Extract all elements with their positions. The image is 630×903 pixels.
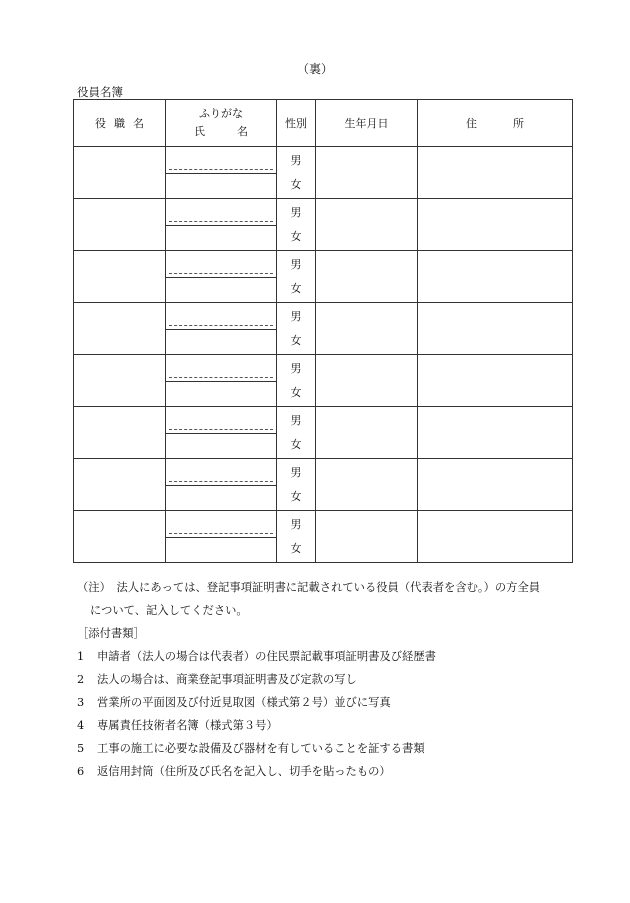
dob-cell[interactable] <box>316 147 418 199</box>
dob-cell[interactable] <box>316 511 418 563</box>
role-cell[interactable] <box>74 355 166 407</box>
name-divider <box>166 381 276 382</box>
name-cell[interactable] <box>166 355 277 407</box>
roster-row <box>74 199 573 251</box>
name-divider <box>166 173 276 174</box>
address-cell[interactable] <box>418 407 573 459</box>
note-line-1: （注） 法人にあっては、登記事項証明書に記載されている役員（代表者を含む。）の方全員 <box>77 581 541 594</box>
name-cell[interactable] <box>166 511 277 563</box>
name-cell[interactable] <box>166 147 277 199</box>
dob-header: 生年月日 <box>316 100 418 147</box>
page-heading: （裏） <box>296 62 333 76</box>
sex-option-female[interactable]: 女 <box>290 229 302 243</box>
name-cell[interactable] <box>166 251 277 303</box>
sex-cell[interactable] <box>277 303 316 355</box>
furigana-guide-line <box>169 533 273 534</box>
note-line-2: について、記入してください。 <box>90 604 248 617</box>
notes-section <box>77 576 577 783</box>
name-cell[interactable] <box>166 407 277 459</box>
furigana-guide-line <box>169 325 273 326</box>
attachments-title: ［添付書類］ <box>77 627 145 640</box>
attachment-text: 営業所の平面図及び付近見取図（様式第２号）並びに写真 <box>97 696 391 709</box>
name-header: ふりがな 氏 名 <box>166 100 277 147</box>
dob-cell[interactable] <box>316 251 418 303</box>
roster-row <box>74 355 573 407</box>
name-cell[interactable] <box>166 199 277 251</box>
name-divider <box>166 329 276 330</box>
name-cell[interactable] <box>166 303 277 355</box>
attachment-item <box>77 645 577 668</box>
sex-option-female[interactable]: 女 <box>290 177 302 191</box>
address-cell[interactable] <box>418 147 573 199</box>
address-cell[interactable] <box>418 303 573 355</box>
sex-option-male[interactable]: 男 <box>290 153 302 167</box>
furigana-label: ふりがな <box>199 107 243 120</box>
sex-option-male[interactable]: 男 <box>290 517 302 531</box>
roster-row <box>74 303 573 355</box>
roster-row <box>74 407 573 459</box>
name-divider <box>166 485 276 486</box>
attachments-list <box>77 645 577 783</box>
dob-cell[interactable] <box>316 407 418 459</box>
sex-cell[interactable] <box>277 251 316 303</box>
sex-cell[interactable] <box>277 511 316 563</box>
table-header-row <box>74 100 573 147</box>
attachment-number: 6 <box>77 765 85 778</box>
roster-row <box>74 459 573 511</box>
sex-option-female[interactable]: 女 <box>290 489 302 503</box>
sex-option-female[interactable]: 女 <box>290 333 302 347</box>
sex-cell[interactable] <box>277 459 316 511</box>
sex-option-male[interactable]: 男 <box>290 361 302 375</box>
furigana-guide-line <box>169 273 273 274</box>
attachment-text: 申請者（法人の場合は代表者）の住民票記載事項証明書及び経歴書 <box>97 650 436 663</box>
role-cell[interactable] <box>74 251 166 303</box>
roster-row <box>74 147 573 199</box>
sex-header: 性別 <box>277 100 316 147</box>
name-divider <box>166 225 276 226</box>
dob-cell[interactable] <box>316 303 418 355</box>
roster-row <box>74 251 573 303</box>
furigana-guide-line <box>169 169 273 170</box>
attachment-number: 1 <box>77 650 85 663</box>
sex-option-male[interactable]: 男 <box>290 309 302 323</box>
sex-option-male[interactable]: 男 <box>290 205 302 219</box>
attachment-number: 5 <box>77 742 85 755</box>
address-cell[interactable] <box>418 251 573 303</box>
roster-row <box>74 511 573 563</box>
attachment-text: 工事の施工に必要な設備及び器材を有していることを証する書類 <box>97 742 425 755</box>
address-cell[interactable] <box>418 355 573 407</box>
sex-option-female[interactable]: 女 <box>290 385 302 399</box>
name-divider <box>166 537 276 538</box>
attachment-number: 3 <box>77 696 85 709</box>
attachment-text: 法人の場合は、商業登記事項証明書及び定款の写し <box>97 673 357 686</box>
address-cell[interactable] <box>418 511 573 563</box>
attachment-item <box>77 691 577 714</box>
sex-option-male[interactable]: 男 <box>290 465 302 479</box>
role-header: 役 職 名 <box>74 100 166 147</box>
sex-option-female[interactable]: 女 <box>290 541 302 555</box>
sex-option-female[interactable]: 女 <box>290 281 302 295</box>
name-cell[interactable] <box>166 459 277 511</box>
address-header: 住 所 <box>418 100 573 147</box>
dob-cell[interactable] <box>316 459 418 511</box>
role-cell[interactable] <box>74 199 166 251</box>
name-divider <box>166 433 276 434</box>
attachment-number: 2 <box>77 673 85 686</box>
address-cell[interactable] <box>418 199 573 251</box>
address-cell[interactable] <box>418 459 573 511</box>
attachment-item <box>77 760 577 783</box>
attachment-item <box>77 737 577 760</box>
role-cell[interactable] <box>74 511 166 563</box>
attachment-item <box>77 714 577 737</box>
sex-option-male[interactable]: 男 <box>290 257 302 271</box>
section-label: 役員名簿 <box>77 85 123 99</box>
furigana-guide-line <box>169 481 273 482</box>
attachment-text: 専属責任技術者名簿（様式第３号） <box>97 719 278 732</box>
role-cell[interactable] <box>74 459 166 511</box>
sex-cell[interactable] <box>277 355 316 407</box>
furigana-guide-line <box>169 221 273 222</box>
sex-cell[interactable] <box>277 147 316 199</box>
dob-cell[interactable] <box>316 355 418 407</box>
attachment-text: 返信用封筒（住所及び氏名を記入し、切手を貼ったもの） <box>97 765 391 778</box>
furigana-guide-line <box>169 377 273 378</box>
attachment-item <box>77 668 577 691</box>
dob-cell[interactable] <box>316 199 418 251</box>
sex-option-male[interactable]: 男 <box>290 413 302 427</box>
role-cell[interactable] <box>74 147 166 199</box>
role-cell[interactable] <box>74 407 166 459</box>
sex-cell[interactable] <box>277 199 316 251</box>
furigana-guide-line <box>169 429 273 430</box>
sex-option-female[interactable]: 女 <box>290 437 302 451</box>
officer-roster-table <box>73 99 573 563</box>
attachment-number: 4 <box>77 719 85 732</box>
role-cell[interactable] <box>74 303 166 355</box>
sex-cell[interactable] <box>277 407 316 459</box>
name-divider <box>166 277 276 278</box>
